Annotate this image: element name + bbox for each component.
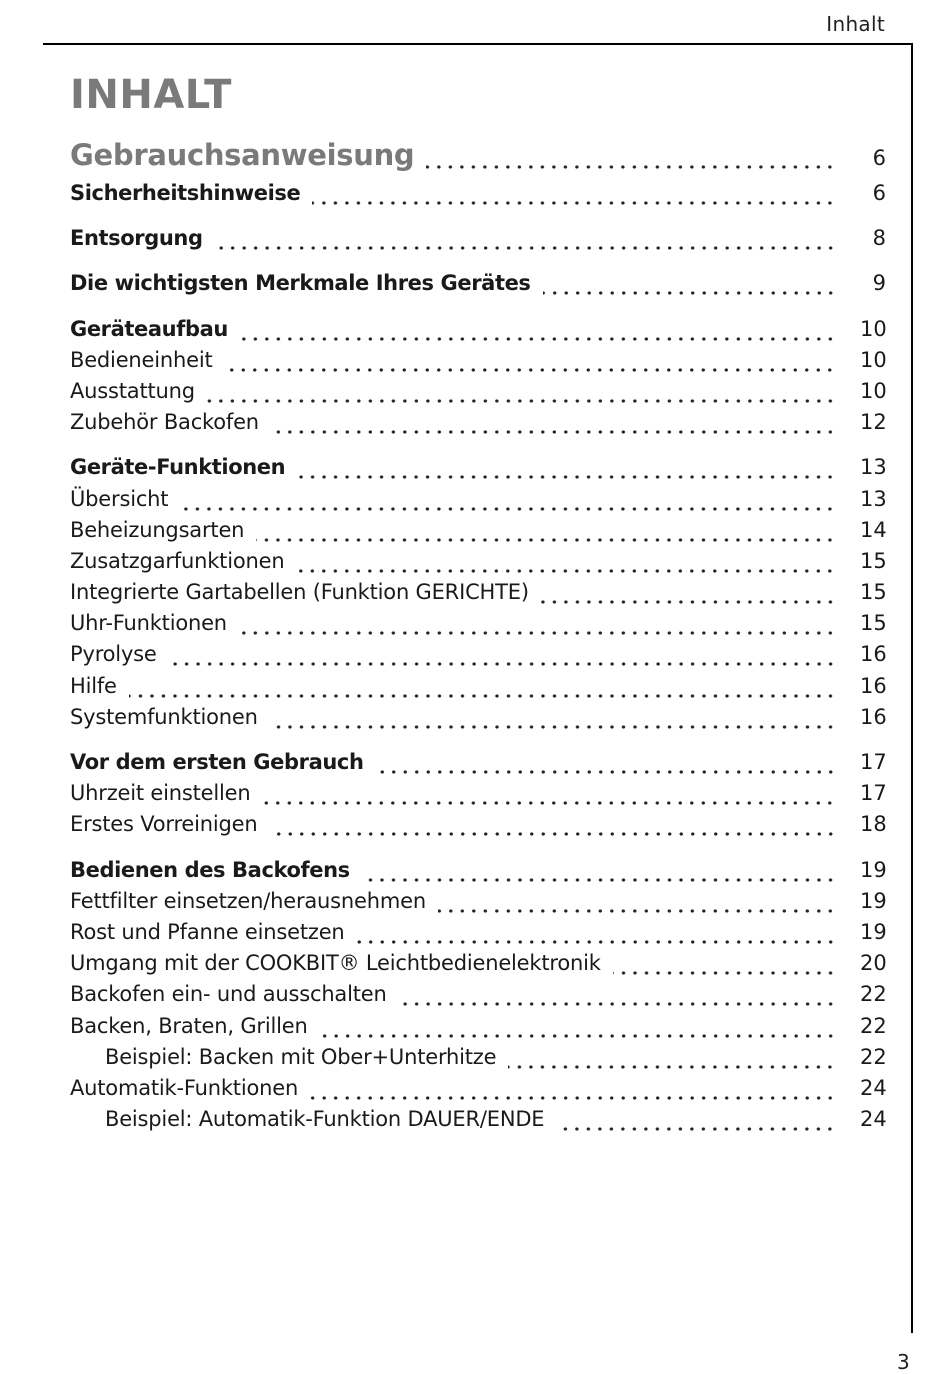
toc-entry-label: Bedienen des Backofens bbox=[70, 857, 350, 882]
dot-leader bbox=[426, 132, 836, 178]
dot-leader bbox=[270, 702, 836, 733]
dot-leader bbox=[541, 577, 836, 608]
toc-entry-page: 17 bbox=[860, 750, 887, 774]
table-of-contents bbox=[70, 132, 886, 1135]
toc-entry-section[interactable] bbox=[70, 855, 886, 886]
toc-entry-label: Zubehör Backofen bbox=[70, 410, 259, 435]
toc-entry[interactable] bbox=[70, 345, 886, 376]
toc-entry-label: Beheizungsarten bbox=[70, 517, 245, 542]
toc-entry-page: 6 bbox=[872, 181, 886, 205]
toc-entry-label: Pyrolyse bbox=[70, 642, 157, 667]
dot-leader bbox=[376, 747, 837, 778]
toc-entry-page: 19 bbox=[860, 888, 887, 913]
toc-entry-label: Beispiel: Automatik-Funktion DAUER/ENDE bbox=[105, 1107, 545, 1132]
toc-entry-page: 13 bbox=[860, 455, 887, 480]
toc-entry-label: Systemfunktionen bbox=[70, 704, 258, 729]
toc-entry-section[interactable] bbox=[70, 268, 886, 299]
toc-entry-page: 15 bbox=[860, 548, 887, 573]
dot-leader bbox=[310, 1073, 836, 1104]
page-title: INHALT bbox=[70, 72, 232, 118]
toc-entry-page: 15 bbox=[860, 580, 887, 605]
toc-entry[interactable] bbox=[70, 671, 886, 702]
toc-entry-page: 19 bbox=[860, 857, 887, 882]
header-rule bbox=[43, 43, 913, 45]
dot-leader bbox=[270, 809, 837, 840]
dot-leader bbox=[508, 1042, 836, 1073]
toc-entry-page: 13 bbox=[860, 486, 887, 511]
toc-entry[interactable] bbox=[70, 917, 886, 948]
toc-entry[interactable] bbox=[70, 484, 886, 515]
toc-entry-page: 16 bbox=[860, 642, 887, 667]
dot-leader bbox=[357, 917, 836, 948]
toc-entry-section[interactable] bbox=[70, 314, 886, 345]
toc-entry-section[interactable] bbox=[70, 452, 886, 483]
toc-entry-label: Umgang mit der COOKBIT® Leichtbedienelektronik bbox=[70, 951, 601, 976]
toc-entry-section[interactable] bbox=[70, 747, 886, 778]
toc-entry-page: 24 bbox=[860, 1107, 887, 1132]
toc-entry-label: Entsorgung bbox=[70, 226, 203, 251]
dot-leader bbox=[224, 345, 836, 376]
dot-leader bbox=[438, 886, 836, 917]
toc-entry[interactable] bbox=[70, 407, 886, 438]
dot-leader bbox=[169, 639, 836, 670]
toc-entry-label: Vor dem ersten Gebrauch bbox=[70, 750, 364, 774]
toc-entry[interactable] bbox=[70, 778, 886, 809]
dot-leader bbox=[129, 671, 836, 702]
toc-entry-label: Zusatzgarfunktionen bbox=[70, 548, 285, 573]
toc-entry-page: 8 bbox=[872, 226, 886, 251]
toc-entry-chapter[interactable] bbox=[70, 132, 886, 178]
toc-entry-page: 22 bbox=[860, 1044, 887, 1069]
toc-entry[interactable] bbox=[70, 546, 886, 577]
dot-leader bbox=[297, 452, 836, 483]
toc-entry[interactable] bbox=[70, 809, 886, 840]
toc-entry[interactable] bbox=[70, 515, 886, 546]
toc-entry-page: 24 bbox=[860, 1075, 887, 1100]
toc-entry-page: 10 bbox=[860, 347, 887, 372]
dot-leader bbox=[240, 314, 836, 345]
toc-entry-sub[interactable] bbox=[70, 1042, 886, 1073]
dot-leader bbox=[312, 178, 836, 209]
toc-entry-label: Bedieneinheit bbox=[70, 347, 213, 372]
dot-leader bbox=[215, 223, 836, 254]
toc-entry-page: 14 bbox=[860, 517, 887, 542]
toc-entry[interactable] bbox=[70, 702, 886, 733]
toc-entry-page: 18 bbox=[860, 812, 887, 837]
toc-entry-label: Hilfe bbox=[70, 673, 117, 698]
toc-entry-label: Gebrauchsanweisung bbox=[70, 138, 415, 172]
toc-entry-label: Backofen ein- und ausschalten bbox=[70, 982, 387, 1007]
page-number: 3 bbox=[897, 1350, 910, 1374]
toc-entry[interactable] bbox=[70, 1073, 886, 1104]
toc-entry[interactable] bbox=[70, 979, 886, 1010]
toc-entry[interactable] bbox=[70, 577, 886, 608]
toc-entry-page: 12 bbox=[860, 410, 887, 435]
toc-entry-label: Die wichtigsten Merkmale Ihres Gerätes bbox=[70, 271, 531, 296]
toc-entry-label: Uhr-Funktionen bbox=[70, 611, 227, 636]
dot-leader bbox=[556, 1104, 836, 1135]
toc-entry-label: Beispiel: Backen mit Ober+Unterhitze bbox=[105, 1044, 497, 1069]
toc-entry-page: 10 bbox=[860, 316, 887, 341]
toc-entry-page: 16 bbox=[860, 704, 887, 729]
toc-entry-label: Backen, Braten, Grillen bbox=[70, 1013, 308, 1038]
margin-rule bbox=[911, 43, 913, 1333]
toc-entry-page: 16 bbox=[860, 673, 887, 698]
dot-leader bbox=[207, 376, 836, 407]
dot-leader bbox=[543, 268, 836, 299]
dot-leader bbox=[271, 407, 836, 438]
toc-entry-label: Übersicht bbox=[70, 486, 169, 511]
toc-entry-label: Erstes Vorreinigen bbox=[70, 812, 258, 837]
toc-entry-label: Sicherheitshinweise bbox=[70, 181, 301, 205]
toc-entry-label: Automatik-Funktionen bbox=[70, 1075, 299, 1100]
dot-leader bbox=[262, 778, 836, 809]
toc-entry[interactable] bbox=[70, 886, 886, 917]
toc-entry[interactable] bbox=[70, 608, 886, 639]
toc-entry-page: 19 bbox=[860, 919, 887, 944]
toc-entry[interactable] bbox=[70, 1011, 886, 1042]
dot-leader bbox=[180, 484, 836, 515]
dot-leader bbox=[362, 855, 836, 886]
toc-entry-label: Rost und Pfanne einsetzen bbox=[70, 919, 345, 944]
dot-leader bbox=[320, 1011, 836, 1042]
toc-entry-section[interactable] bbox=[70, 223, 886, 254]
toc-entry-label: Ausstattung bbox=[70, 378, 195, 403]
toc-entry-page: 9 bbox=[872, 271, 886, 296]
toc-entry-label: Uhrzeit einstellen bbox=[70, 781, 251, 806]
toc-entry[interactable] bbox=[70, 639, 886, 670]
toc-entry-page: 10 bbox=[860, 378, 887, 403]
dot-leader bbox=[239, 608, 836, 639]
toc-entry-page: 22 bbox=[860, 1013, 887, 1038]
dot-leader bbox=[296, 546, 836, 577]
toc-entry-section[interactable] bbox=[70, 178, 886, 209]
toc-entry-label: Integrierte Gartabellen (Funktion GERICHTE) bbox=[70, 580, 529, 605]
toc-entry-page: 6 bbox=[872, 146, 886, 170]
dot-leader bbox=[399, 979, 836, 1010]
toc-entry-page: 20 bbox=[860, 951, 887, 976]
toc-entry-page: 22 bbox=[860, 982, 887, 1007]
toc-entry-label: Geräteaufbau bbox=[70, 316, 228, 341]
running-header: Inhalt bbox=[826, 12, 885, 36]
dot-leader bbox=[613, 948, 836, 979]
toc-entry-page: 17 bbox=[860, 781, 887, 806]
dot-leader bbox=[256, 515, 836, 546]
toc-entry-page: 15 bbox=[860, 611, 887, 636]
toc-entry-label: Fettfilter einsetzen/herausnehmen bbox=[70, 888, 426, 913]
toc-entry-label: Geräte-Funktionen bbox=[70, 455, 286, 480]
toc-entry[interactable] bbox=[70, 948, 886, 979]
toc-entry-sub[interactable] bbox=[70, 1104, 886, 1135]
toc-entry[interactable] bbox=[70, 376, 886, 407]
